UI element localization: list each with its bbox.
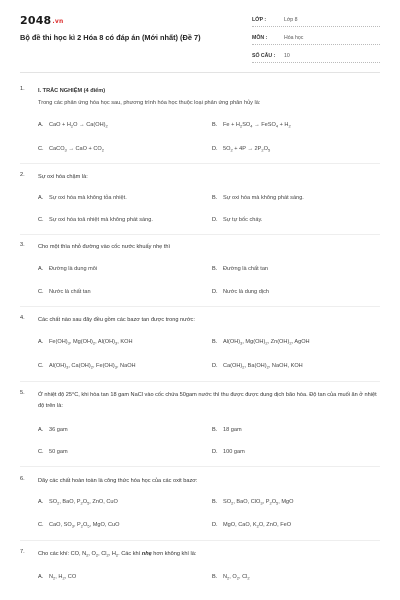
page-title: Bộ đề thi học kì 2 Hóa 8 có đáp án (Mới nhất) (Đề 7)	[20, 33, 201, 42]
meta-subject-label: MÔN :	[252, 35, 268, 41]
site-logo[interactable]	[20, 14, 63, 27]
question-number: 2.	[20, 172, 25, 178]
option-text: $N_2$, $O_2$, $Cl_2$	[223, 574, 250, 581]
meta-class-row	[252, 14, 380, 27]
question-number: 3.	[20, 242, 25, 248]
option-d[interactable]	[212, 289, 269, 295]
meta-class-label: LỚP :	[252, 17, 267, 23]
option-a[interactable]	[38, 427, 68, 433]
option-letter: B.	[212, 499, 218, 505]
option-b[interactable]	[212, 339, 310, 346]
option-text: $Ca(OH)_2$, $Ba(OH)_2$, NaOH, KOH	[223, 363, 303, 370]
question-text: Các chất nào sau đây đều gồm các bazơ tan được trong nước:	[38, 317, 195, 323]
question-number: 7.	[20, 549, 25, 555]
option-text: $SO_2$, BaO, $P_2O_5$, ZnO, CuO	[49, 499, 118, 506]
question-text: Cho các khí: CO, $N_2$, $O_2$, $Cl_2$, $H_2$. Các khí nhẹ hơn không khí là:	[38, 551, 197, 558]
option-letter: D.	[212, 522, 218, 528]
option-letter: A.	[38, 195, 44, 201]
question-text: Trong các phản ứng hóa học sau, phương trình hóa học thuộc loại phản ứng phân hủy là:	[38, 100, 261, 106]
question-divider	[20, 381, 380, 382]
option-text: $SO_2$, BaO, ClO$_3$, $P_2O_5$, MgO	[223, 499, 294, 506]
option-text: 18 gam	[223, 427, 242, 433]
option-letter: D.	[212, 146, 218, 152]
option-d[interactable]	[212, 217, 262, 223]
option-text: Sự oxi hóa mà không phát sáng.	[223, 195, 304, 201]
option-a[interactable]	[38, 266, 97, 272]
option-letter: C.	[38, 449, 44, 455]
option-letter: C.	[38, 289, 44, 295]
question-divider	[20, 466, 380, 467]
meta-count-label: SỐ CÂU :	[252, 53, 276, 59]
option-text: Đường là dung môi	[49, 266, 98, 272]
option-a[interactable]	[38, 195, 127, 201]
question-text: Dãy các chất hoàn toàn là công thức hóa học của các oxit bazơ:	[38, 478, 198, 484]
option-letter: B.	[212, 574, 218, 580]
option-letter: A.	[38, 339, 44, 345]
meta-class-value: Lớp 8	[284, 17, 298, 23]
question-number: 4.	[20, 315, 25, 321]
meta-count-row	[252, 50, 380, 63]
option-letter: C.	[38, 217, 44, 223]
logo-text: 2048	[20, 14, 52, 27]
option-letter: B.	[212, 266, 218, 272]
option-letter: B.	[212, 427, 218, 433]
option-letter: B.	[212, 195, 218, 201]
option-a[interactable]	[38, 574, 76, 581]
option-a[interactable]	[38, 499, 118, 506]
option-b[interactable]	[212, 574, 250, 581]
option-text: CaCO$_3$ → CaO + $CO_2$	[49, 146, 104, 153]
option-letter: C.	[38, 146, 44, 152]
option-text: Sự tự bốc cháy.	[223, 217, 263, 223]
option-text: Sự oxi hóa mà không tỏa nhiệt.	[49, 195, 127, 201]
option-d[interactable]	[212, 449, 245, 455]
question-number: 1.	[20, 86, 25, 92]
logo-suffix: .vn	[52, 18, 64, 25]
option-a[interactable]	[38, 339, 132, 346]
option-letter: A.	[38, 574, 44, 580]
question-divider	[20, 163, 380, 164]
option-b[interactable]	[212, 122, 291, 129]
option-text: 100 gam	[223, 449, 245, 455]
option-b[interactable]	[212, 427, 242, 433]
header-divider	[20, 72, 380, 73]
option-c[interactable]	[38, 363, 136, 370]
meta-subject-row	[252, 32, 380, 45]
option-letter: D.	[212, 289, 218, 295]
option-b[interactable]	[212, 195, 304, 201]
option-text: 50 gam	[49, 449, 68, 455]
option-text: Nước là dung dịch	[223, 289, 269, 295]
option-d[interactable]	[212, 146, 270, 153]
option-b[interactable]	[212, 499, 294, 506]
question-text: Ở nhiệt độ 25°C, khi hòa tan 18 gam NaCl vào cốc chứa 50gam nước thì thu được được dung dịch bão hòa. Độ tan của muối ăn ở nhiệt độ trên là:	[38, 392, 377, 409]
section-heading: I. TRẮC NGHIỆM (4 điểm)	[38, 88, 106, 94]
option-text: 36 gam	[49, 427, 68, 433]
question-divider	[20, 540, 380, 541]
option-b[interactable]	[212, 266, 268, 272]
option-text: CaO, $SO_3$, $P_2O_5$, MgO, CuO	[49, 522, 120, 529]
meta-subject-value: Hóa học	[284, 35, 304, 41]
exam-meta	[252, 14, 380, 68]
option-text: $Al(OH)_3$, $Mg(OH)_2$, $Zn(OH)_2$, AgOH	[223, 339, 310, 346]
option-a[interactable]	[38, 122, 108, 129]
option-letter: B.	[212, 339, 218, 345]
option-text: $Fe(OH)_3$, $Mg(OH)_2$, $Al(OH)_3$, KOH	[49, 339, 133, 346]
option-text: MgO, CaO, $K_2O$, ZnO, FeO	[223, 522, 292, 529]
option-c[interactable]	[38, 449, 68, 455]
question-number: 6.	[20, 476, 25, 482]
option-letter: D.	[212, 363, 218, 369]
option-letter: A.	[38, 266, 44, 272]
option-letter: D.	[212, 217, 218, 223]
option-text: Sự oxi hóa toả nhiệt mà không phát sáng.	[49, 217, 153, 223]
option-text: Nước là chất tan	[49, 289, 91, 295]
option-letter: A.	[38, 427, 44, 433]
option-letter: A.	[38, 499, 44, 505]
option-text: CaO + $H_2O \to Ca(OH)_2$	[49, 122, 108, 129]
option-letter: C.	[38, 363, 44, 369]
meta-count-value: 10	[284, 53, 290, 59]
option-c[interactable]	[38, 146, 104, 153]
option-text: $Al(OH)_3$, $Ca(OH)_2$, $Fe(OH)_3$, NaOH	[49, 363, 136, 370]
option-text: $Fe + H_2SO_4$ → FeSO$_4$ + $H_2$	[223, 122, 291, 129]
question-divider	[20, 234, 380, 235]
question-number: 5.	[20, 390, 25, 396]
option-letter: C.	[38, 522, 44, 528]
question-divider	[20, 306, 380, 307]
option-c[interactable]	[38, 522, 119, 529]
option-text: $5O_2 + 4P \to 2P_2O_5$	[223, 146, 271, 153]
question-text: Cho một thìa nhỏ đường vào cốc nước khuấy nhẹ thì	[38, 244, 171, 250]
option-letter: B.	[212, 122, 218, 128]
option-letter: D.	[212, 449, 218, 455]
option-text: $N_2$, $H_2$, CO	[49, 574, 77, 581]
option-d[interactable]	[212, 522, 291, 529]
option-text: Đường là chất tan	[223, 266, 269, 272]
option-c[interactable]	[38, 289, 91, 295]
option-d[interactable]	[212, 363, 303, 370]
option-letter: A.	[38, 122, 44, 128]
page-header	[0, 0, 400, 72]
option-c[interactable]	[38, 217, 153, 223]
question-text: Sự oxi hóa chậm là:	[38, 174, 88, 180]
